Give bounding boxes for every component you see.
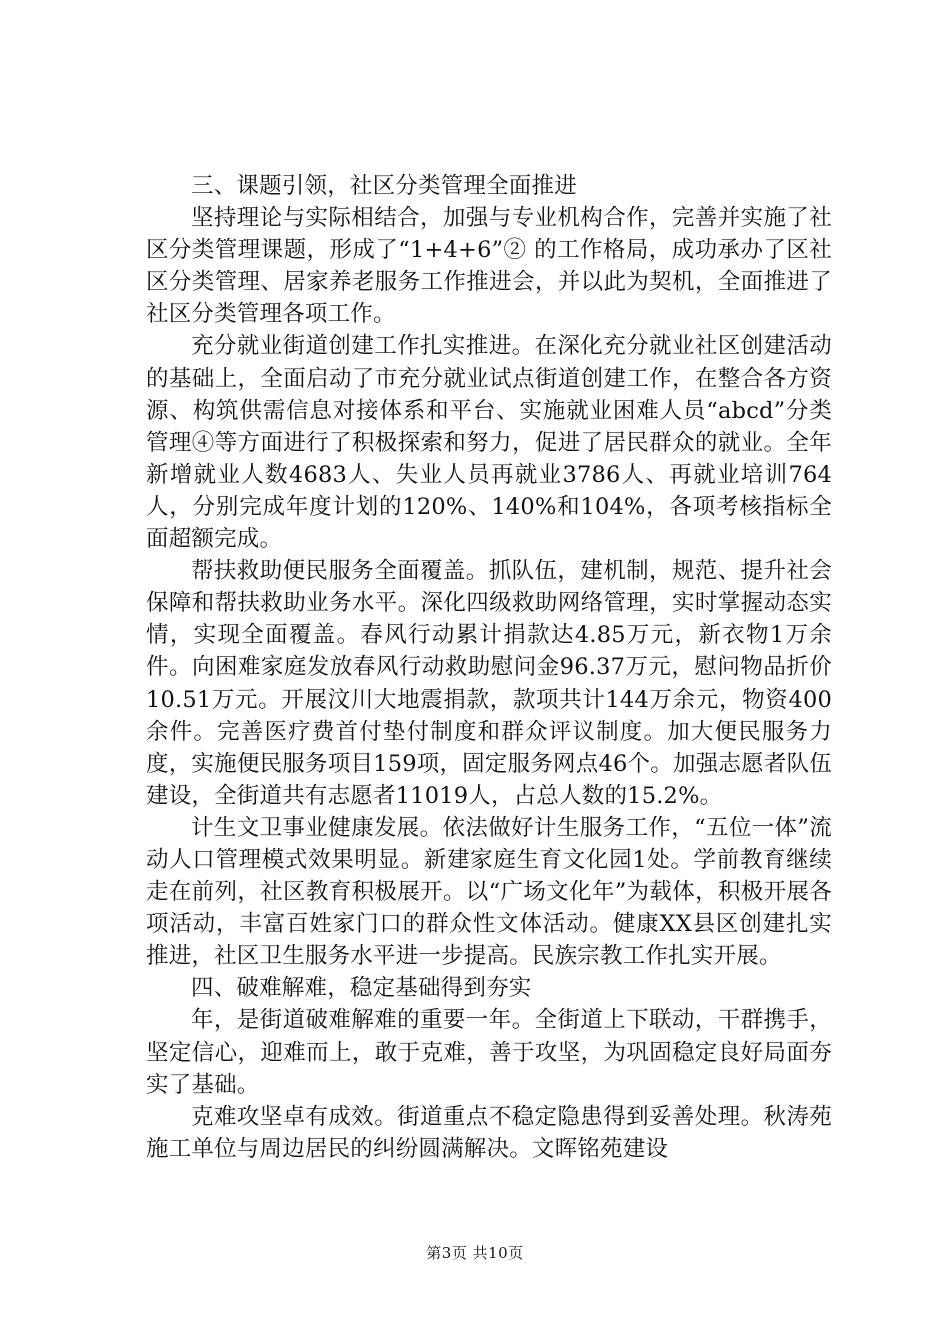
section-heading-3: 三、课题引领，社区分类管理全面推进 [191, 173, 577, 199]
paragraph: 计生文卫事业健康发展。依法做好计生服务工作，“五位一体”流动人口管理模式效果明显。新建家庭生育文化园1处。学前教育继续走在前列，社区教育积极展开。以“广场文化年”为载体，积极开展各项活动，丰富百姓家门口的群众性文体活动。健康XX县区创建扎实推进，社区卫生服务水平进一步提高。民族宗教工作扎实开展。 [146, 814, 832, 970]
paragraph: 坚持理论与实际相结合，加强与专业机构合作，完善并实施了社区分类管理课题，形成了“1+4+6”② 的工作格局，成功承办了区社区分类管理、居家养老服务工作推进会，并以此为契机，全面推进了社区分类管理各项工作。 [146, 205, 832, 328]
paragraph: 充分就业街道创建工作扎实推进。在深化充分就业社区创建活动的基础上，全面启动了市充分就业试点街道创建工作，在整合各方资源、构筑供需信息对接体系和平台、实施就业困难人员“abcd”分类管理④等方面进行了积极探索和努力，促进了居民群众的就业。全年新增就业人数4683人、失业人员再就业3786人、再就业培训764人，分别完成年度计划的120%、140%和104%，各项考核指标全面超额完成。 [146, 333, 832, 553]
page-number-footer: 第3页 共10页 [426, 1244, 524, 1262]
paragraph: 克难攻坚卓有成效。街道重点不稳定隐患得到妥善处理。秋涛苑施工单位与周边居民的纠纷圆满解决。文晖铭苑建设 [146, 1103, 832, 1162]
document-body [146, 170, 832, 1165]
paragraph: 帮扶救助便民服务全面覆盖。抓队伍，建机制，规范、提升社会保障和帮扶救助业务水平。深化四级救助网络管理，实时掌握动态实情，实现全面覆盖。春风行动累计捐款达4.85万元，新衣物1万余件。向困难家庭发放春风行动救助慰问金96.37万元，慰问物品折价10.51万元。开展汶川大地震捐款，款项共计144万余元，物资400余件。完善医疗费首付垫付制度和群众评议制度。加大便民服务力度，实施便民服务项目159项，固定服务网点46个。加强志愿者队伍建设，全街道共有志愿者11019人，占总人数的15.2%。 [146, 558, 832, 809]
section-heading-4: 四、破难解难，稳定基础得到夯实 [191, 975, 532, 1002]
paragraph: 年，是街道破难解难的重要一年。全街道上下联动，干群携手，坚定信心，迎难而上，敢于克难，善于攻坚，为巩固稳定良好局面夯实了基础。 [146, 1007, 832, 1098]
